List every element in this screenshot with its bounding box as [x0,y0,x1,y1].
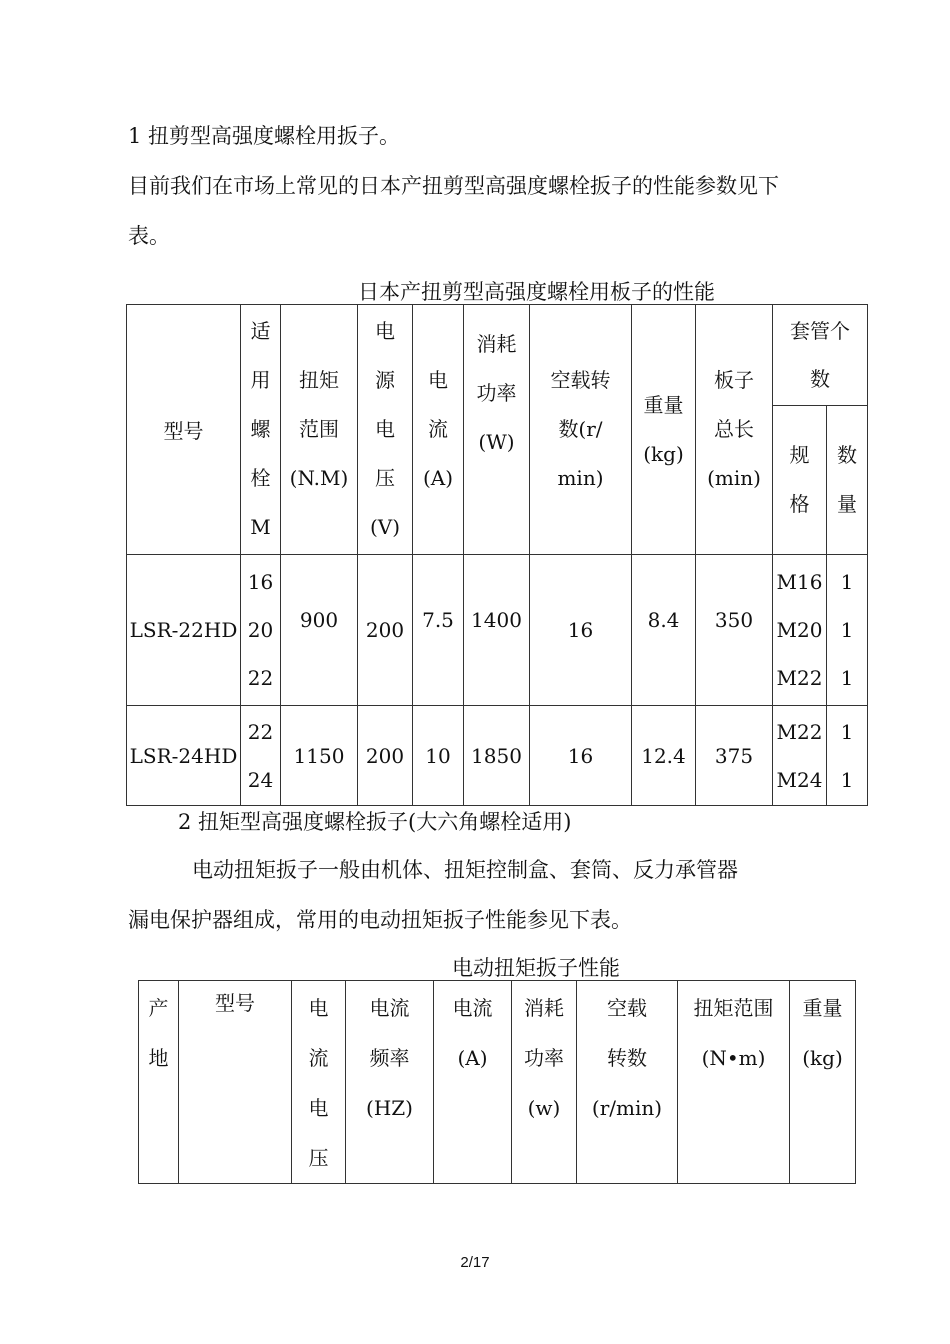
cell-specs: M16 M20 M22 [773,555,827,706]
header-weight: 重量 (kg) [632,305,696,555]
cell-voltage: 200 [358,555,413,706]
header-bolt: 适 用 螺 栓 M [241,305,281,555]
cell-speed: 16 [530,706,632,806]
cell-torque: 1150 [281,706,358,806]
paragraph-2-line-2: 表。 [128,224,170,248]
t2-header-power: 消耗 功率 (w) [512,981,577,1184]
t2-header-current: 电流 (A) [434,981,512,1184]
table-row [127,555,868,706]
cell-bolts: 22 24 [241,706,281,806]
t2-header-voltage: 电 流 电 压 [292,981,346,1184]
t2-header-origin: 产 地 [139,981,179,1184]
paragraph-4-line-1: 电动扭矩扳子一般由机体、扭矩控制盒、套筒、反力承管器 [192,858,738,882]
cell-power: 1850 [464,706,530,806]
cell-model: LSR-24HD [127,706,241,806]
cell-specs: M22 M24 [773,706,827,806]
cell-length: 375 [696,706,773,806]
cell-weight: 8.4 [632,555,696,706]
cell-length: 350 [696,555,773,706]
table2 [138,980,856,1184]
paragraph-2-line-1: 目前我们在市场上常见的日本产扭剪型高强度螺栓扳子的性能参数见下 [128,174,779,198]
paragraph-1: 1 扭剪型高强度螺栓用扳子。 [128,124,401,148]
header-sleeves: 套管个 数 [773,305,868,406]
table1 [126,304,868,806]
cell-current: 7.5 [413,555,464,706]
table-row [127,706,868,806]
table1-caption: 日本产扭剪型高强度螺栓用板子的性能 [358,280,715,304]
cell-qtys: 1 1 [827,706,868,806]
t2-header-weight: 重量 (kg) [790,981,856,1184]
cell-weight: 12.4 [632,706,696,806]
t2-header-speed: 空载 转数 (r/min) [577,981,678,1184]
page-number: 2/17 [460,1254,490,1271]
header-qty: 数 量 [827,406,868,555]
header-length: 板子 总长 (min) [696,305,773,555]
table2-caption: 电动扭矩扳子性能 [452,956,620,980]
cell-qtys: 1 1 1 [827,555,868,706]
paragraph-3: 2 扭矩型高强度螺栓扳子(大六角螺栓适用) [178,810,572,834]
header-torque: 扭矩 范围 (N.M) [281,305,358,555]
cell-speed: 16 [530,555,632,706]
header-power: 消耗 功率 (W) [464,305,530,555]
cell-current: 10 [413,706,464,806]
header-current: 电 流 (A) [413,305,464,555]
cell-torque: 900 [281,555,358,706]
cell-model: LSR-22HD [127,555,241,706]
header-speed: 空载转 数(r/ min) [530,305,632,555]
t2-header-freq: 电流 频率 (HZ) [346,981,434,1184]
header-spec: 规 格 [773,406,827,555]
header-model: 型号 [127,305,241,555]
cell-power: 1400 [464,555,530,706]
header-voltage: 电 源 电 压 (V) [358,305,413,555]
cell-bolts: 16 20 22 [241,555,281,706]
t2-header-torque: 扭矩范围 (N•m) [678,981,790,1184]
paragraph-4-line-2: 漏电保护器组成，常用的电动扭矩扳子性能参见下表。 [128,908,632,932]
t2-header-model: 型号 [179,981,292,1184]
cell-voltage: 200 [358,706,413,806]
